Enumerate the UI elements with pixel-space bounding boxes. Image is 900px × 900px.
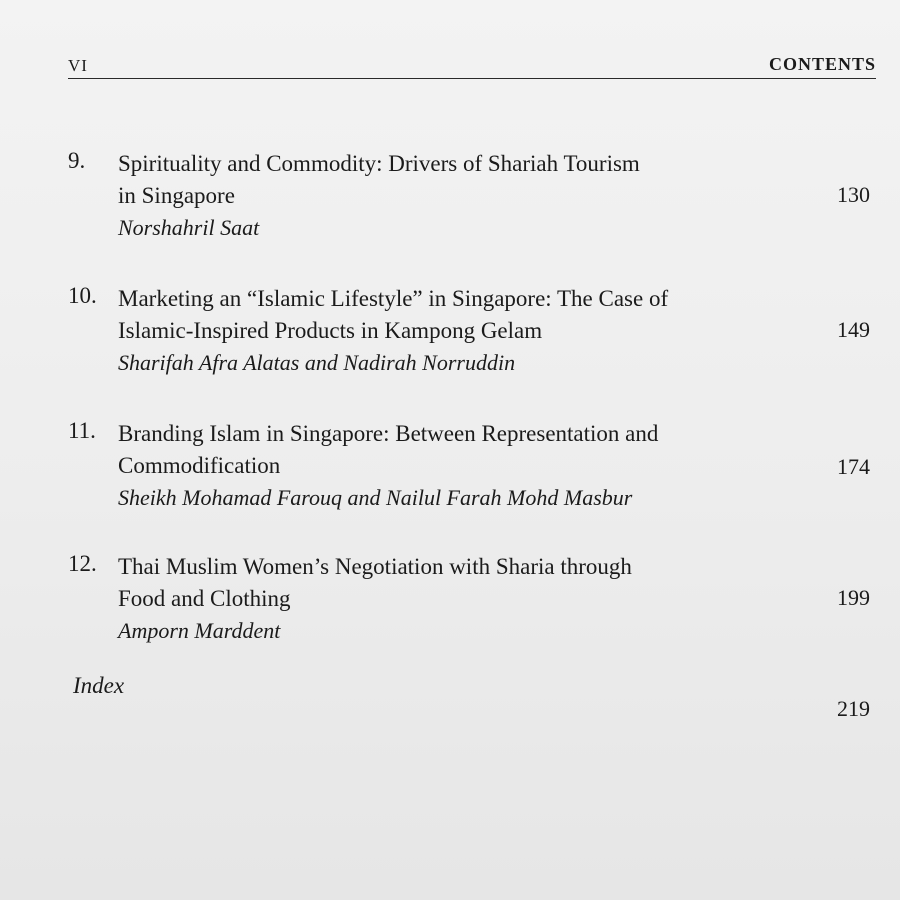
chapter-authors: Sharifah Afra Alatas and Nadirah Norruddin xyxy=(118,350,516,375)
chapter-number: 9. xyxy=(68,148,86,173)
running-head xyxy=(68,52,876,79)
toc-entry xyxy=(68,551,870,647)
chapter-title-line: Spirituality and Commodity: Drivers of Shariah Tourism xyxy=(118,151,640,176)
chapter-title xyxy=(118,148,870,212)
chapter-title-line: Marketing an “Islamic Lifestyle” in Singapore: The Case of xyxy=(118,286,669,311)
chapter-page-number: 199 xyxy=(837,585,870,610)
chapter-title-line: Branding Islam in Singapore: Between Representation and xyxy=(118,421,659,446)
chapter-title-line: Commodification xyxy=(118,453,281,478)
chapter-authors: Norshahril Saat xyxy=(118,215,260,240)
toc-entry xyxy=(68,148,870,244)
toc-entry xyxy=(68,418,870,514)
chapter-page-number: 174 xyxy=(837,454,870,479)
index-label: Index xyxy=(73,673,125,698)
page-folio: VI xyxy=(68,56,88,75)
chapter-title-line: in Singapore xyxy=(118,183,235,208)
chapter-title xyxy=(118,283,870,347)
chapter-title xyxy=(118,551,870,615)
toc-entry xyxy=(68,283,870,379)
chapter-title-line: Thai Muslim Women’s Negotiation with Sharia through xyxy=(118,554,632,579)
chapter-page-number: 149 xyxy=(837,317,870,342)
chapter-title-line: Food and Clothing xyxy=(118,586,291,611)
chapter-title xyxy=(118,418,870,482)
chapter-authors: Amporn Marddent xyxy=(118,618,281,643)
chapter-page-number: 130 xyxy=(837,182,870,207)
chapter-title-line: Islamic-Inspired Products in Kampong Gelam xyxy=(118,318,543,343)
chapter-number: 10. xyxy=(68,283,97,308)
chapter-number: 12. xyxy=(68,551,97,576)
chapter-number: 11. xyxy=(68,418,96,443)
running-head-title: CONTENTS xyxy=(768,54,876,74)
chapter-authors: Sheikh Mohamad Farouq and Nailul Farah Mohd Masbur xyxy=(118,485,633,510)
index-page-number: 219 xyxy=(837,696,870,721)
